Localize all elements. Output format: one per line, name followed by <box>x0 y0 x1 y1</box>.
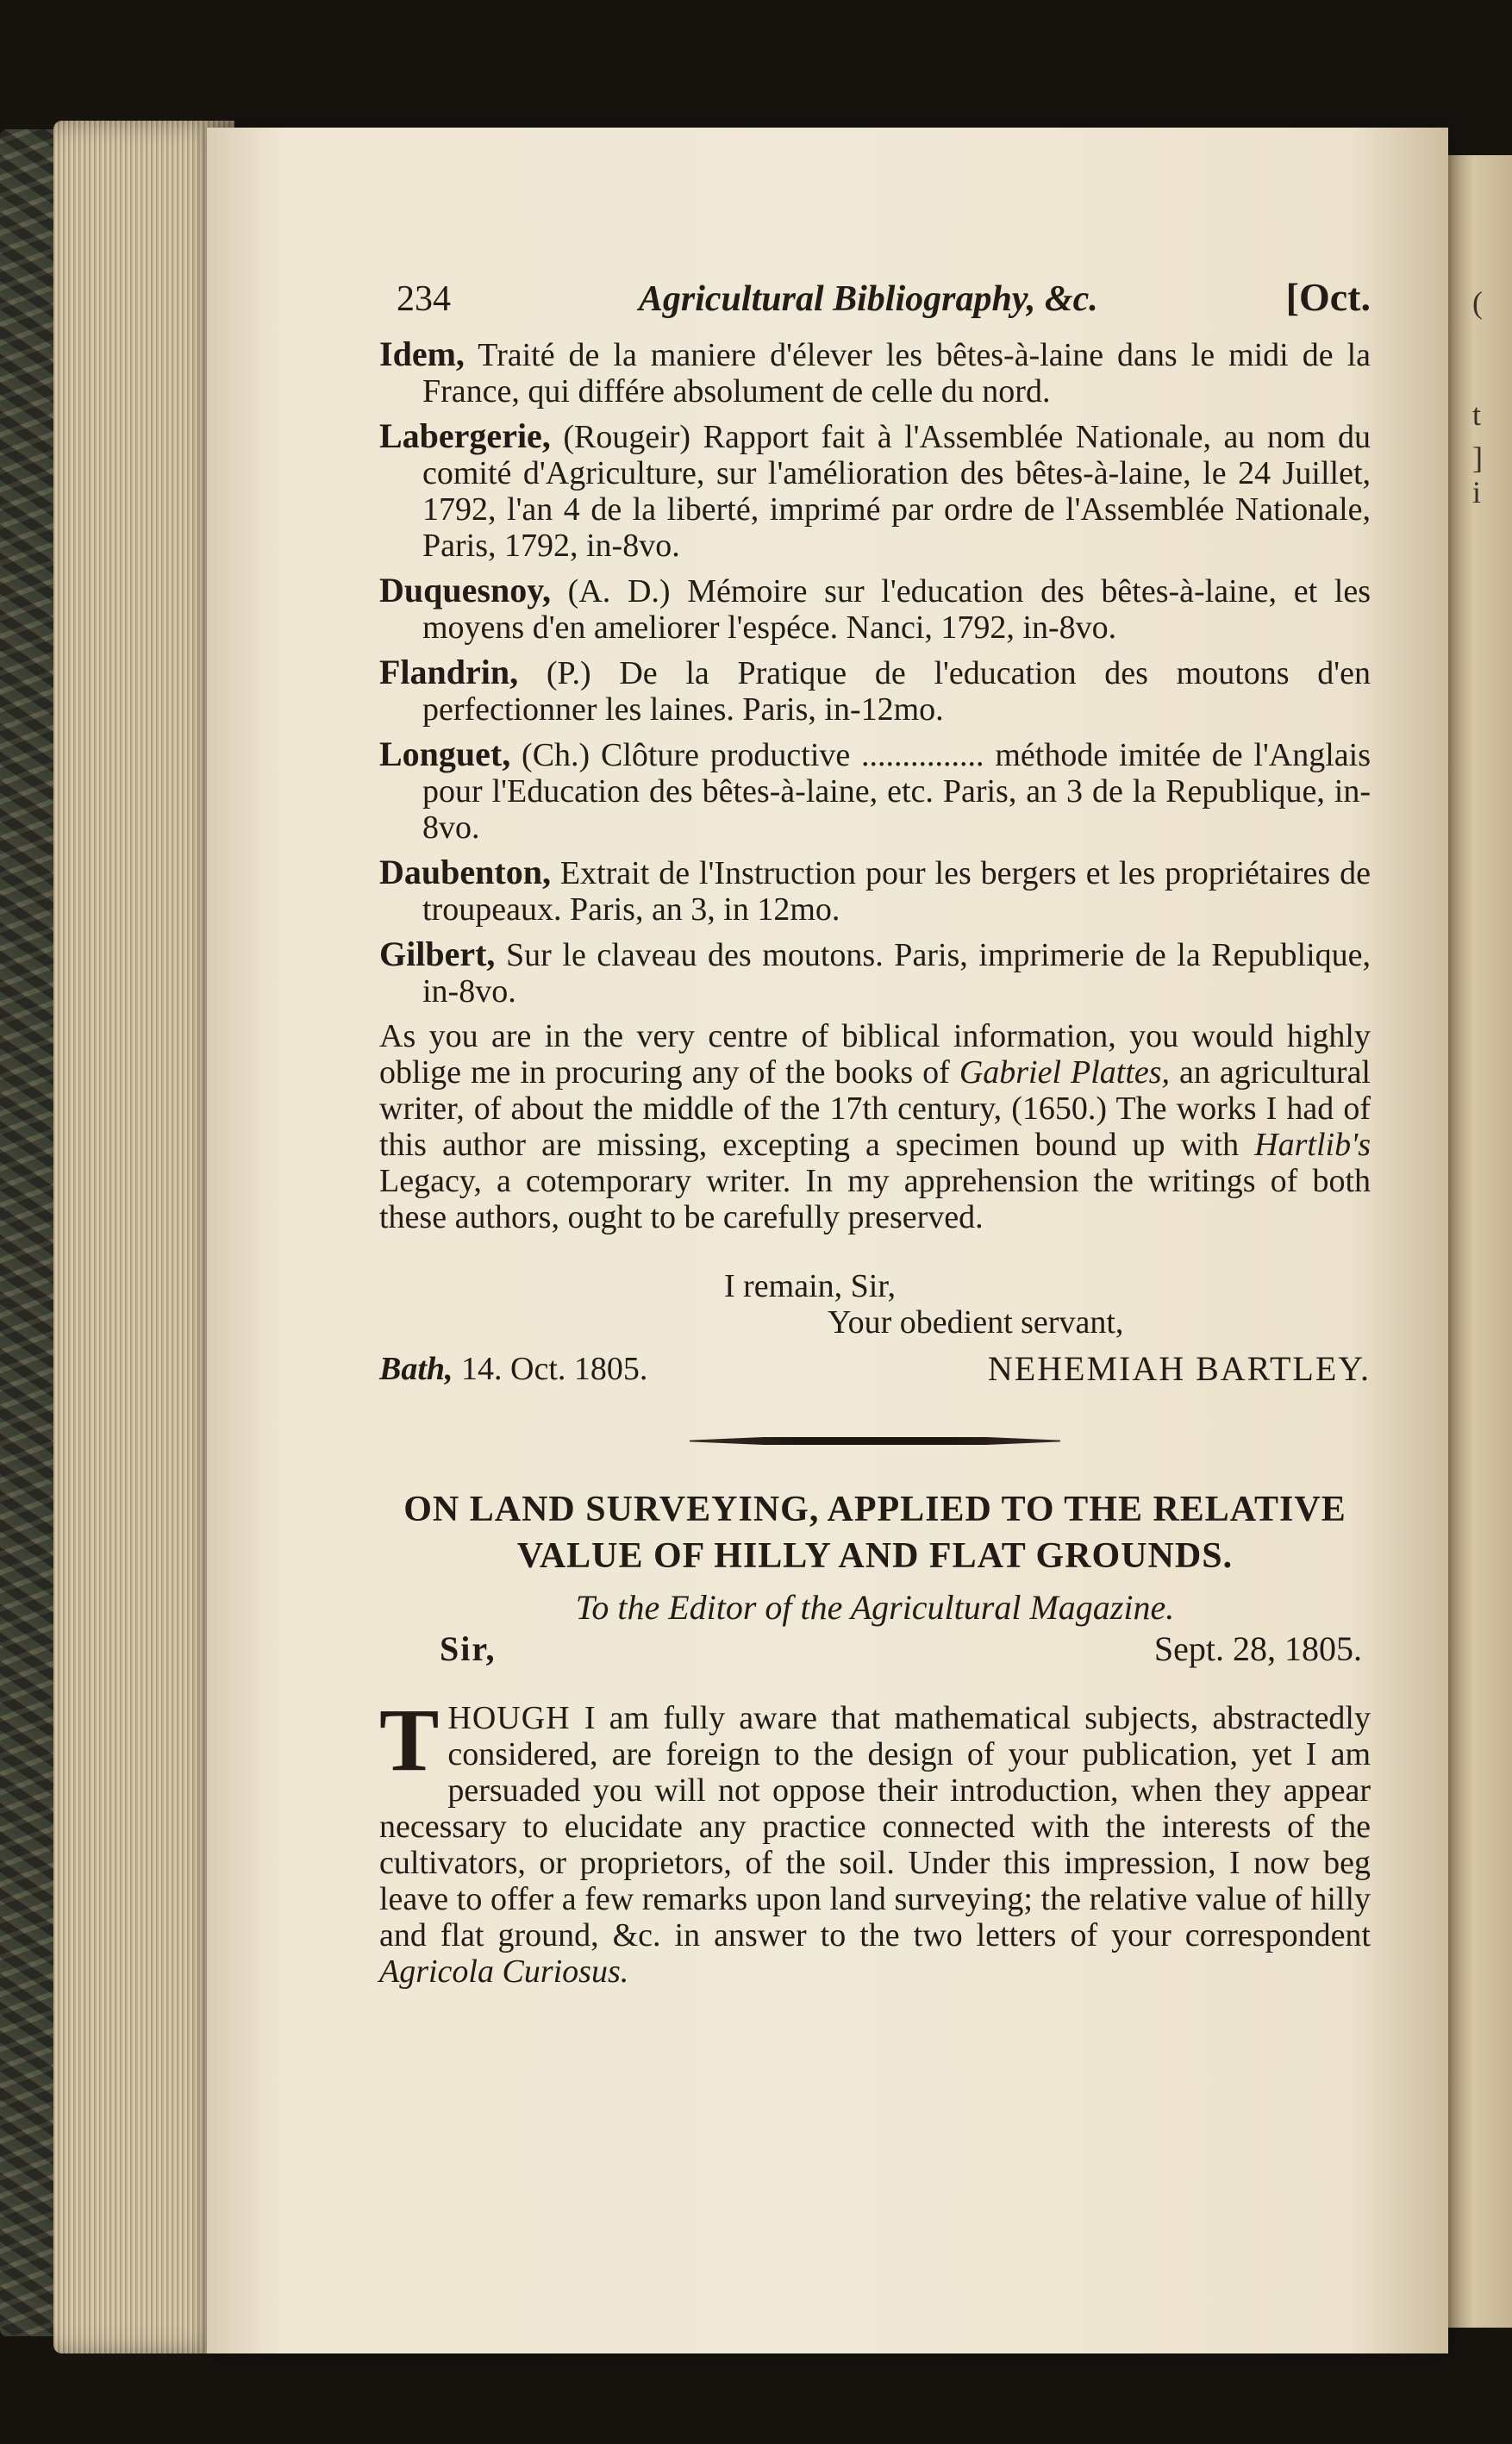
signature-row <box>379 1351 1371 1387</box>
entry-text: (Ch.) Clôture productive ............... méthode imitée de l'Anglais pour l'Education des bêtes-à-laine, etc. Paris, an 3 de la Republique, in-8vo. <box>422 737 1371 846</box>
entry-text: Traité de la maniere d'élever les bêtes-à-laine dans le midi de la France, qui différe absolument de celle du nord. <box>422 337 1371 409</box>
letter-place: Bath, <box>379 1351 453 1387</box>
bibliography-entry <box>379 336 1371 409</box>
bibliography-entry <box>379 572 1371 646</box>
correspondent-name: Agricola Curiosus. <box>379 1953 629 1990</box>
letter-text: As you are in the very centre of biblical information, you would highly oblige me in procuring any of the books of <box>379 1018 1371 1091</box>
closing-line: I remain, Sir, <box>724 1268 896 1304</box>
letter-signer: NEHEMIAH BARTLEY. <box>987 1349 1371 1388</box>
closing-line: Your obedient servant, <box>828 1304 1124 1341</box>
entry-text: Sur le claveau des moutons. Paris, imprimerie de la Republique, in-8vo. <box>422 937 1371 1009</box>
letter-date: 14. Oct. 1805. <box>461 1351 648 1387</box>
article-addressee: To the Editor of the Agricultural Magazine. <box>575 1588 1175 1627</box>
bibliography-entry <box>379 854 1371 928</box>
entry-author: Gilbert, <box>379 934 496 973</box>
letter-closing <box>379 1268 1371 1341</box>
page-number: 234 <box>397 279 451 319</box>
entry-author: Idem, <box>379 334 465 373</box>
bibliography-entry <box>379 654 1371 728</box>
section-rule <box>690 1437 1060 1445</box>
letter-text: an agricultural writer, of about the middle of the 17th century, (1650.) The works I had of this author are missing, excepting a specimen bound up with <box>379 1054 1371 1163</box>
bibliography-list <box>379 336 1371 1009</box>
bibliography-entry <box>379 736 1371 846</box>
next-page-mark: ( <box>1472 285 1483 320</box>
next-page-mark: ] <box>1472 441 1483 475</box>
entry-author: Daubenton, <box>379 853 551 891</box>
entry-text: (Rougeir) Rapport fait à l'Assemblée Nationale, au nom du comité d'Agriculture, sur l'amélioration des bêtes-à-laine, le 24 Juillet, 1792, l'an 4 de la liberté, imprimé par ordre de l'Assemblée Nationale, Paris, 1792, in-8vo. <box>422 419 1371 564</box>
running-head <box>397 275 1371 319</box>
letter-body <box>379 1018 1371 1235</box>
running-title: Agricultural Bibliography, &c. <box>638 279 1098 319</box>
first-word: HOUGH <box>447 1700 571 1736</box>
entry-text: Extrait de l'Instruction pour les bergers et les propriétaires de troupeaux. Paris, an 3, in 12mo. <box>422 855 1371 928</box>
entry-text: (P.) De la Pratique de l'education des moutons d'en perfectionner les laines. Paris, in-12mo. <box>422 655 1371 728</box>
article-text: I am fully aware that mathematical subjects, abstractedly considered, are foreign to the design of your publication, yet I am persuaded you will not oppose their introduction, when they appear necessary to elucidate any practice connected with the interests of the cultivators, or proprietors, of the soil. Under this impression, I now beg leave to offer a few remarks upon land surveying; the relative value of hilly and flat ground, &c. in answer to the two letters of your correspondent <box>379 1700 1371 1953</box>
drop-cap: T <box>379 1691 440 1790</box>
next-page-edge <box>1448 155 1512 2328</box>
next-page-mark: i <box>1472 475 1482 509</box>
dateline <box>379 1351 647 1387</box>
letter-text: Legacy, a cotemporary writer. In my apprehension the writings of both these authors, ought to be carefully preserved. <box>379 1163 1371 1235</box>
bibliography-entry <box>379 936 1371 1009</box>
page-text <box>379 259 1371 2022</box>
article-date: Sept. 28, 1805. <box>1153 1629 1362 1668</box>
article-body <box>379 1691 1371 1990</box>
running-month: [Oct. <box>1285 275 1371 319</box>
salutation: Sir, <box>440 1629 497 1668</box>
next-page-mark: t <box>1472 397 1482 432</box>
article-title: ON LAND SURVEYING, APPLIED TO THE RELATIVE VALUE OF HILLY AND FLAT GROUNDS. <box>403 1490 1346 1576</box>
salutation-row <box>440 1631 1362 1667</box>
entry-author: Flandrin, <box>379 653 519 691</box>
letter-name: Hartlib's <box>1254 1127 1371 1163</box>
entry-author: Labergerie, <box>379 416 551 455</box>
bibliography-entry <box>379 418 1371 564</box>
entry-author: Duquesnoy, <box>379 571 551 609</box>
entry-text: (A. D.) Mémoire sur l'education des bêtes-à-laine, et les moyens d'en ameliorer l'espéce. Nanci, 1792, in-8vo. <box>422 573 1371 646</box>
entry-author: Longuet, <box>379 734 511 773</box>
letter-name: Gabriel Plattes, <box>959 1054 1171 1091</box>
